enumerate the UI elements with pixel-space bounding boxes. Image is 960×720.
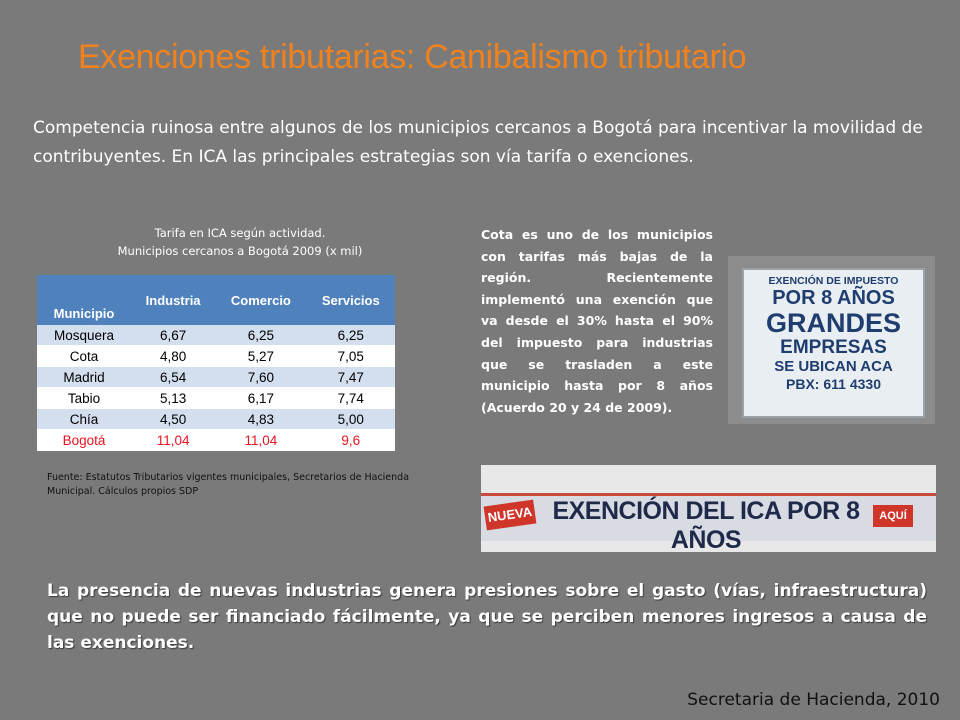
sign-line: EXENCIÓN DE IMPUESTO bbox=[768, 275, 899, 287]
ica-rate-table bbox=[37, 275, 395, 451]
cell-municipio: Chía bbox=[37, 409, 131, 430]
cell-servicios: 7,47 bbox=[307, 367, 395, 388]
sign-board bbox=[742, 268, 925, 418]
sign-line: EMPRESAS bbox=[780, 337, 887, 358]
cell-comercio: 6,17 bbox=[215, 388, 306, 409]
sign-line: PBX: 611 4330 bbox=[786, 376, 881, 392]
table-row bbox=[37, 367, 395, 388]
table-row bbox=[37, 325, 395, 346]
cell-comercio: 5,27 bbox=[215, 346, 306, 367]
table-row bbox=[37, 409, 395, 430]
header-comercio: Comercio bbox=[215, 275, 306, 325]
table-source-note: Fuente: Estatutos Tributarios vigentes municipales, Secretarios de Hacienda Municipal. Cálculos propios SDP bbox=[47, 472, 410, 497]
cota-paragraph: Cota es uno de los municipios con tarifas más bajas de la región. Recientemente implementó una exención que va desde el 30% hasta el 90% del impuesto para industrias que se trasladen a este municipio hasta por 8 años (Acuerdo 20 y 24 de 2009). bbox=[481, 227, 713, 415]
banner-nueva-tag: NUEVA bbox=[484, 500, 537, 531]
ica-banner-photo bbox=[481, 465, 936, 552]
cell-industria: 6,67 bbox=[131, 325, 215, 346]
sign-line: POR 8 AÑOS bbox=[772, 287, 895, 309]
cell-municipio: Mosquera bbox=[37, 325, 131, 346]
cell-industria: 4,50 bbox=[131, 409, 215, 430]
footer-source: Secretaria de Hacienda, 2010 bbox=[687, 690, 940, 710]
banner-main-text: EXENCIÓN DEL ICA POR 8 AÑOS bbox=[552, 497, 860, 552]
conclusion-paragraph: La presencia de nuevas industrias genera presiones sobre el gasto (vías, infraestructura) que no puede ser financiado fácilmente, ya que se perciben menores ingresos a causa de las exenciones. bbox=[47, 581, 927, 653]
sign-line: GRANDES bbox=[765, 308, 901, 338]
table-header-row bbox=[37, 275, 395, 325]
banner-aqui-tag: AQUÍ bbox=[873, 505, 913, 527]
cell-industria: 5,13 bbox=[131, 388, 215, 409]
cell-servicios: 7,74 bbox=[307, 388, 395, 409]
cell-municipio: Cota bbox=[37, 346, 131, 367]
cell-servicios: 7,05 bbox=[307, 346, 395, 367]
cell-servicios: 6,25 bbox=[307, 325, 395, 346]
cell-municipio: Tabio bbox=[37, 388, 131, 409]
table-caption-line1: Tarifa en ICA según actividad. bbox=[154, 226, 326, 240]
cell-servicios: 9,6 bbox=[307, 430, 395, 451]
cell-servicios: 5,00 bbox=[307, 409, 395, 430]
cell-comercio: 7,60 bbox=[215, 367, 306, 388]
table-row-highlight bbox=[37, 430, 395, 451]
intro-paragraph: Competencia ruinosa entre algunos de los municipios cercanos a Bogotá para incentivar la movilidad de contribuyentes. En ICA las principales estrategias son vía tarifa o exenciones. bbox=[33, 118, 923, 167]
sign-line: SE UBICAN ACA bbox=[774, 358, 893, 375]
cell-municipio: Madrid bbox=[37, 367, 131, 388]
exemption-sign-photo bbox=[728, 256, 935, 424]
cell-municipio: Bogotá bbox=[37, 430, 131, 451]
cell-industria: 11,04 bbox=[131, 430, 215, 451]
table-row bbox=[37, 388, 395, 409]
cell-industria: 4,80 bbox=[131, 346, 215, 367]
cell-industria: 6,54 bbox=[131, 367, 215, 388]
cell-comercio: 11,04 bbox=[215, 430, 306, 451]
table-row bbox=[37, 346, 395, 367]
header-industria: Industria bbox=[131, 275, 215, 325]
cell-comercio: 4,83 bbox=[215, 409, 306, 430]
table-caption-line2: Municipios cercanos a Bogotá 2009 (x mil) bbox=[117, 244, 363, 258]
header-municipio: Municipio bbox=[37, 275, 131, 325]
header-servicios: Servicios bbox=[307, 275, 395, 325]
cell-comercio: 6,25 bbox=[215, 325, 306, 346]
page-title: Exenciones tributarias: Canibalismo tributario bbox=[78, 38, 747, 76]
